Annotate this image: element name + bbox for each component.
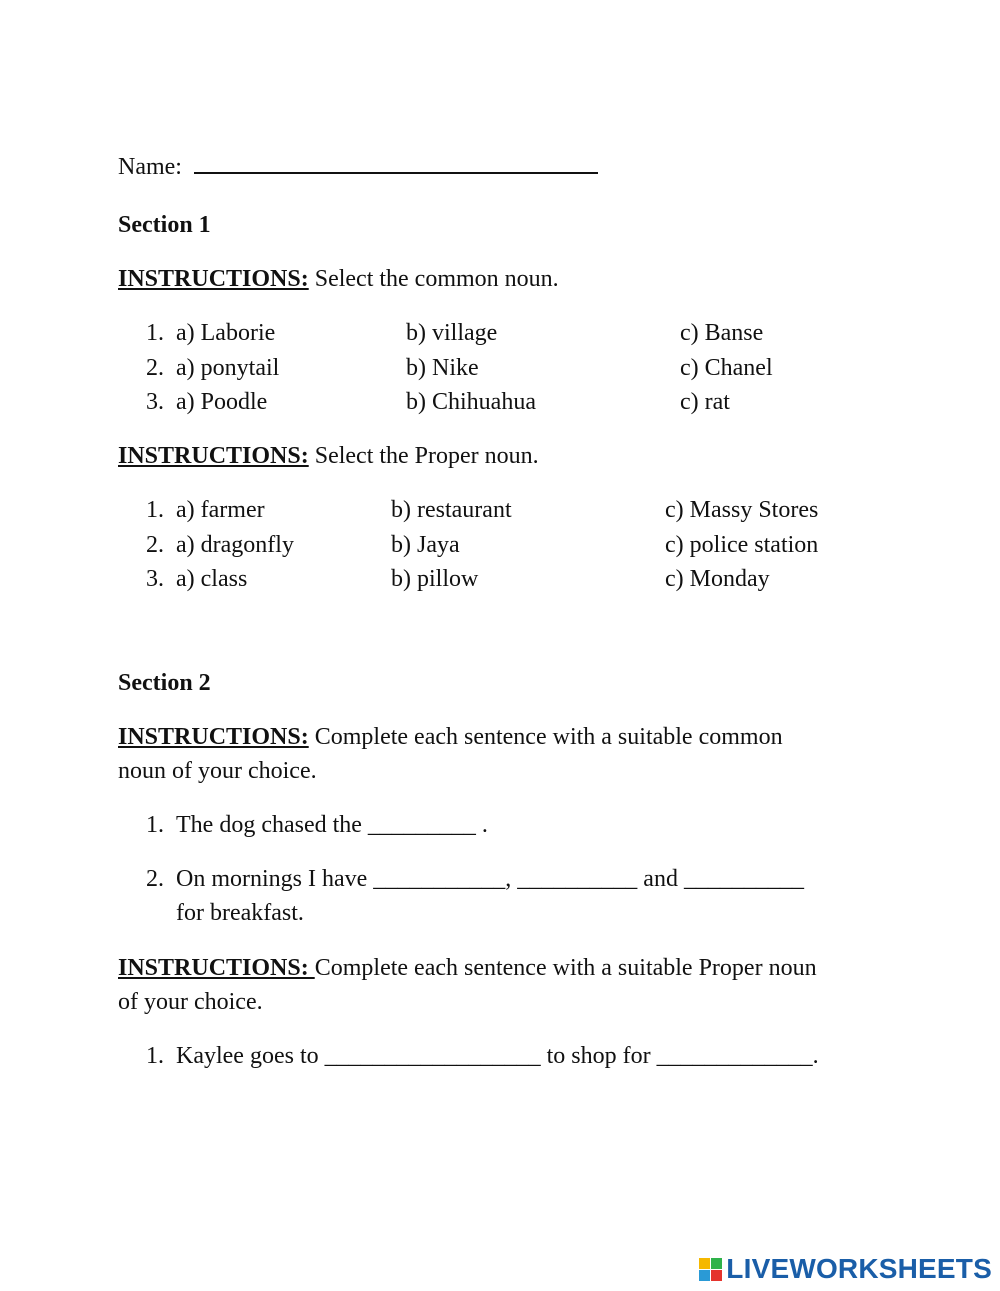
list-item: [146, 355, 906, 385]
option-a[interactable]: a) ponytail: [176, 355, 280, 381]
liveworksheets-logo: [699, 1253, 992, 1285]
instruction-label: INSTRUCTIONS:: [118, 724, 309, 750]
sentence-text[interactable]: On mornings I have ___________, __________ and __________: [176, 866, 804, 892]
instruction-text-continued: of your choice.: [118, 989, 263, 1015]
option-b[interactable]: b) pillow: [391, 566, 479, 592]
list-item: [146, 566, 906, 596]
instruction-label: INSTRUCTIONS:: [118, 955, 315, 981]
option-a[interactable]: a) Laborie: [176, 320, 276, 346]
brand-name: LIVEWORKSHEETS: [726, 1253, 992, 1284]
sentence-text[interactable]: Kaylee goes to __________________ to shop for _____________.: [176, 1043, 819, 1069]
item-number: 2.: [146, 866, 164, 892]
name-label: Name:: [118, 154, 182, 180]
item-number: 1.: [146, 497, 164, 523]
option-c[interactable]: c) rat: [680, 389, 730, 415]
instruction-text-continued: noun of your choice.: [118, 758, 317, 784]
sentence-text[interactable]: The dog chased the _________ .: [176, 812, 488, 838]
logo-icon: [699, 1258, 722, 1281]
list-item: [146, 389, 906, 419]
option-b[interactable]: b) Chihuahua: [406, 389, 536, 415]
list-item: [146, 532, 906, 562]
section-2-instruction-proper: [118, 955, 817, 982]
option-a[interactable]: a) farmer: [176, 497, 265, 523]
section-1-title: Section 1: [118, 212, 211, 238]
item-number: 1.: [146, 320, 164, 346]
option-a[interactable]: a) class: [176, 566, 248, 592]
option-c[interactable]: c) police station: [665, 532, 819, 558]
option-b[interactable]: b) Nike: [406, 355, 479, 381]
item-number: 2.: [146, 532, 164, 558]
item-number: 1.: [146, 1043, 164, 1069]
section-2-instruction-common: [118, 724, 783, 751]
name-line: [118, 150, 598, 181]
instruction-text: Select the Proper noun.: [308, 443, 539, 469]
logo-tile: [699, 1258, 710, 1269]
name-field[interactable]: [194, 150, 598, 174]
option-b[interactable]: b) village: [406, 320, 498, 346]
option-c[interactable]: c) Monday: [665, 566, 770, 592]
section-1-instruction-common: [118, 266, 559, 293]
option-a[interactable]: a) dragonfly: [176, 532, 294, 558]
logo-tile: [711, 1258, 722, 1269]
instruction-text: Complete each sentence with a suitable Proper noun: [314, 955, 817, 981]
instruction-text: Complete each sentence with a suitable common: [308, 724, 783, 750]
item-number: 3.: [146, 566, 164, 592]
instruction-label: INSTRUCTIONS:: [118, 266, 309, 292]
sentence-text-continued: for breakfast.: [176, 900, 304, 926]
logo-tile: [699, 1270, 710, 1281]
option-b[interactable]: b) Jaya: [391, 532, 460, 558]
item-number: 2.: [146, 355, 164, 381]
option-c[interactable]: c) Banse: [680, 320, 764, 346]
option-c[interactable]: c) Massy Stores: [665, 497, 819, 523]
option-a[interactable]: a) Poodle: [176, 389, 268, 415]
instruction-label: INSTRUCTIONS:: [118, 443, 309, 469]
section-1-instruction-proper: [118, 443, 539, 470]
item-number: 1.: [146, 812, 164, 838]
option-b[interactable]: b) restaurant: [391, 497, 512, 523]
section-2-title: Section 2: [118, 670, 211, 696]
list-item: [146, 497, 906, 527]
item-number: 3.: [146, 389, 164, 415]
option-c[interactable]: c) Chanel: [680, 355, 773, 381]
logo-tile: [711, 1270, 722, 1281]
list-item: [146, 320, 906, 350]
instruction-text: Select the common noun.: [308, 266, 559, 292]
